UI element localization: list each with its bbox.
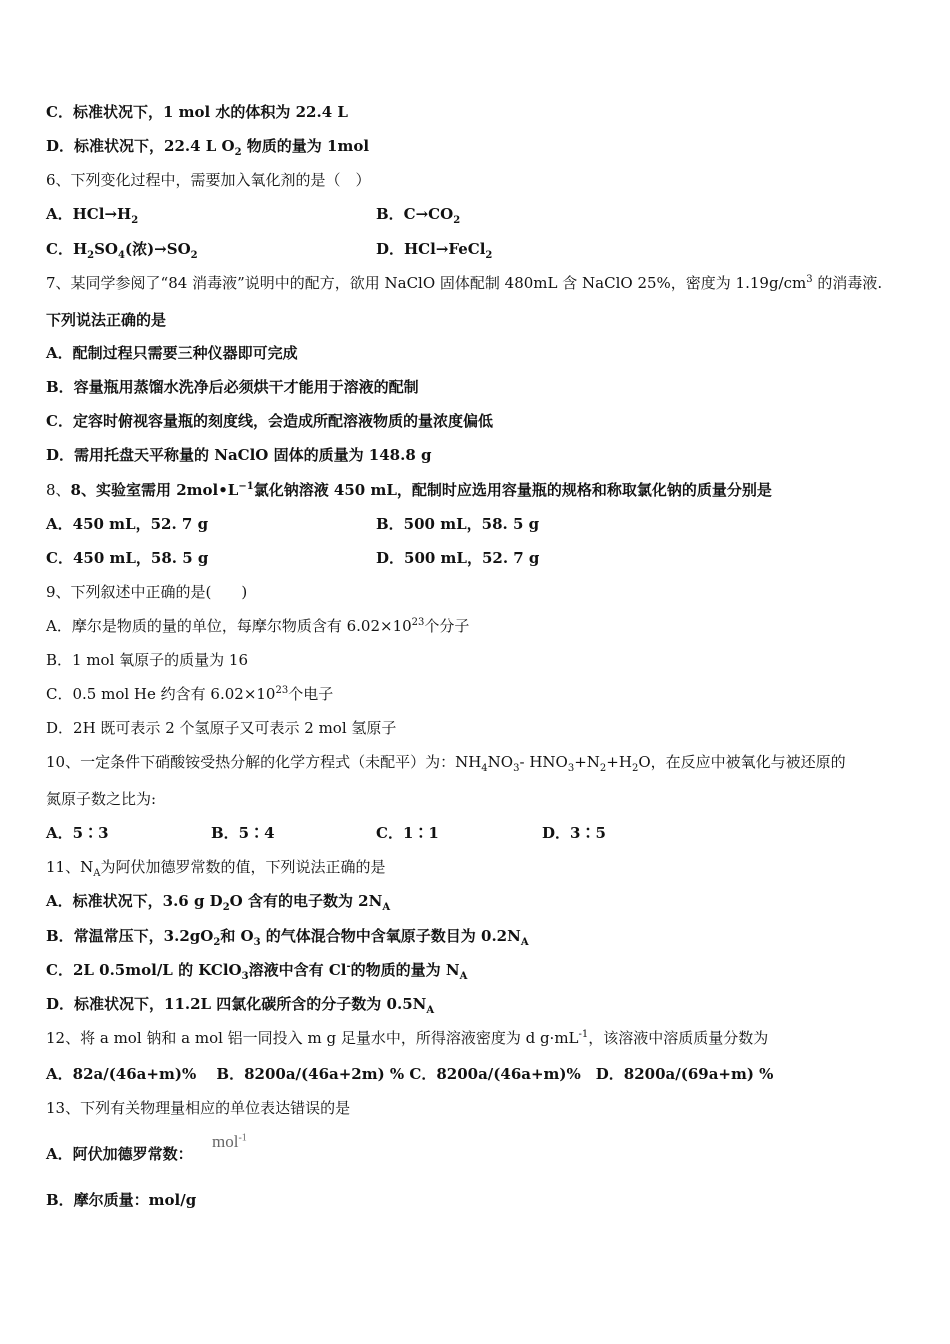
q10-option-b: B．5∶4 (211, 824, 275, 842)
q7-option-a: A．配制过程只需要三种仪器即可完成 (46, 344, 298, 362)
question-10-cont: 氮原子数之比为: (46, 790, 157, 808)
question-6: 6、下列变化过程中，需要加入氧化剂的是（ ） (46, 171, 371, 189)
q10-option-a: A．5∶3 (46, 824, 109, 842)
q10-option-d: D．3∶5 (542, 824, 606, 842)
q10-option-c: C．1∶1 (376, 824, 439, 842)
q9-option-b: B．1 mol 氧原子的质量为 16 (46, 651, 249, 669)
option-d-q5: D．标准状况下，22.4 L $O_2$ 物质的量为 1mol (46, 137, 370, 158)
q11-option-b: B．常温常压下，$3.2gO_2$和 $O_3$ 的气体混合物中含氧原子数目为 $0.2N_A$ (46, 927, 529, 948)
question-9: 9、下列叙述中正确的是( ) (46, 583, 248, 601)
unit-formula-image: mol$^{-1}$ (212, 1132, 247, 1151)
q9-option-d: D．2H 既可表示 2 个氢原子又可表示 2 mol 氢原子 (46, 719, 397, 737)
q8-option-a: A．450 mL，52. 7 g (46, 515, 209, 533)
q12-options: A．82a/(46a+m)% B．8200a/(46a+2m) % C．8200a/(46a+m)% D．8200a/(69a+m) % (46, 1065, 774, 1083)
q8-option-c: C．450 mL，58. 5 g (46, 549, 209, 567)
question-12: 12、将 a mol 钠和 a mol 铝一同投入 m g 足量水中，所得溶液密度为 d $g\cdot mL^{-1}$，该溶液中溶质质量分数为 (46, 1029, 769, 1047)
q7-option-c: C．定容时俯视容量瓶的刻度线，会造成所配溶液物质的量浓度偏低 (46, 412, 493, 430)
q8-option-d: D．500 mL，52. 7 g (376, 549, 540, 567)
question-7: 7、某同学参阅了“84 消毒液”说明中的配方，欲用 NaClO 固体配制 480mL 含 NaClO 25%，密度为 $1.19g/cm^3$ 的消毒液. (46, 274, 883, 292)
q6-option-b: B．$C\to CO_2$ (376, 205, 461, 226)
question-11: 11、$N_A$为阿伏加德罗常数的值，下列说法正确的是 (46, 858, 386, 879)
q7-option-b: B．容量瓶用蒸馏水洗净后必须烘干才能用于溶液的配制 (46, 378, 419, 396)
q9-option-c: C．0.5 mol He 约含有 $6.02\times 10^{23}$个电子 (46, 685, 334, 703)
q9-option-a: A．摩尔是物质的量的单位，每摩尔物质含有 $6.02\times 10^{23}$个分子 (46, 617, 470, 635)
q11-option-d: D．标准状况下，11.2L 四氯化碳所含的分子数为 $0.5N_A$ (46, 995, 435, 1016)
option-c-q5: C．标准状况下，1 mol 水的体积为 22.4 L (46, 103, 348, 121)
question-13: 13、下列有关物理量相应的单位表达错误的是 (46, 1099, 351, 1117)
q13-option-b: B．摩尔质量：mol/g (46, 1191, 197, 1209)
q8-option-b: B．500 mL，58. 5 g (376, 515, 540, 533)
question-10: 10、一定条件下硝酸铵受热分解的化学方程式（未配平）为：$NH_4NO_3-$ $HNO_3+N_2+H_2O$，在反应中被氧化与被还原的 (46, 753, 846, 774)
q7-option-d: D．需用托盘天平称量的 NaClO 固体的质量为 148.8 g (46, 446, 432, 464)
q6-option-a: A．$HCl\to H_2$ (46, 205, 139, 226)
q6-option-c: C．$H_2SO_4$(浓)$\to SO_2$ (46, 240, 198, 261)
q6-option-d: D．HCl→FeCl$_2$ (376, 240, 493, 261)
question-8: 8、8、实验室需用 $2mol•L^{-1}$氯化钠溶液 450 mL，配制时应选用容量瓶的规格和称取氯化钠的质量分别是 (46, 481, 772, 499)
question-7-cont: 下列说法正确的是 (46, 311, 167, 329)
q11-option-c: C．2L 0.5mol/L 的 KClO$_3$溶液中含有 Cl-的物质的量为 $N_A$ (46, 961, 468, 982)
q11-option-a: A．标准状况下，3.6 g $D_2O$ 含有的电子数为 $2N_A$ (46, 892, 391, 913)
q13-option-a: A．阿伏加德罗常数： (46, 1145, 193, 1163)
